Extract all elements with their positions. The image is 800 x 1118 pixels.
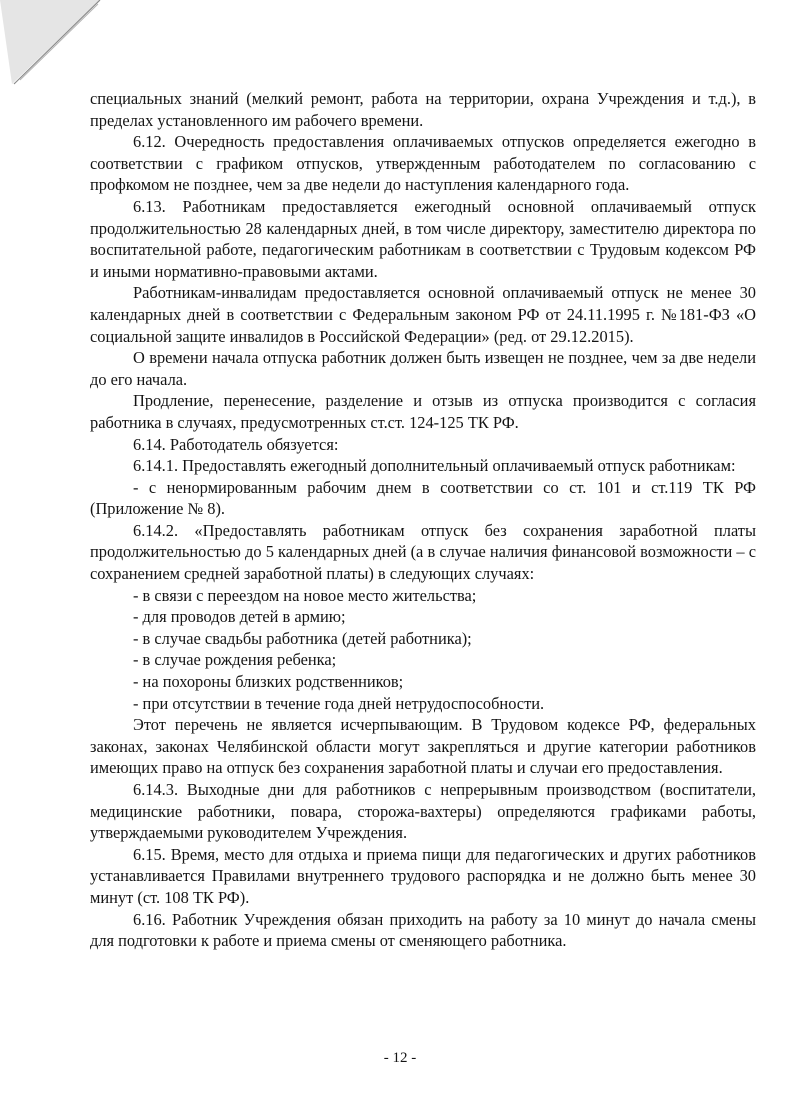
- paragraph-continuation: специальных знаний (мелкий ремонт, работа на территории, охрана Учреждения и т.д.), в пределах установленного им рабочего времени.: [90, 89, 756, 130]
- paragraph-6-14-2: 6.14.2. «Предоставлять работникам отпуск без сохранения заработной платы продолжительностью до 5 календарных дней (а в случае наличия финансовой возможности – с сохранением средней заработной платы) в следующих случаях:: [90, 520, 756, 584]
- paragraph-6-14-3: 6.14.3. Выходные дни для работников с непрерывным производством (воспитатели, медицинские работники, повара, сторожа-вахтеры) определяются графиками работы, утверждаемыми руководителем Учреждения.: [90, 780, 756, 843]
- document-body: [90, 88, 756, 952]
- paragraph-list-not-exhaustive: Этот перечень не является исчерпывающим. В Трудовом кодексе РФ, федеральных законах, законах Челябинской области могут закрепляться и другие категории работников имеющих право на отпуск без сохранения заработной платы и случаи его предоставления.: [90, 715, 756, 778]
- paragraph-disabled-workers: Работникам-инвалидам предоставляется основной оплачиваемый отпуск не менее 30 календарных дней в соответствии с Федеральным законом РФ от 24.11.1995 г. №181-ФЗ «О социальной защите инвалидов в Российской Федерации» (ред. от 29.12.2015).: [90, 283, 756, 346]
- list-item: - в случае рождения ребенка;: [133, 650, 337, 670]
- paragraph-6-16: 6.16. Работник Учреждения обязан приходить на работу за 10 минут до начала смены для подготовки к работе и приема смены от сменяющего работника.: [90, 909, 756, 951]
- list-item: - при отсутствии в течение года дней нетрудоспособности.: [133, 693, 545, 713]
- paragraph-6-14: 6.14. Работодатель обязуется:: [133, 434, 339, 454]
- list-item: - в случае свадьбы работника (детей работника);: [133, 628, 472, 648]
- paragraph-vacation-extension: Продление, перенесение, разделение и отзыв из отпуска производится с согласия работника в случаях, предусмотренных ст.ст. 124-125 ТК РФ.: [90, 391, 756, 432]
- paragraph-6-12: 6.12. Очередность предоставления оплачиваемых отпусков определяется ежегодно в соответствии с графиком отпусков, утвержденным работодателем по согласованию с профкомом не позднее, чем за две недели до наступления календарного года.: [90, 132, 756, 195]
- paragraph-6-13: 6.13. Работникам предоставляется ежегодный основной оплачиваемый отпуск продолжительностью 28 календарных дней, в том числе директору, заместителю директора по воспитательной работе, педагогическим работникам в соответствии с Трудовым кодексом РФ и иными нормативно-правовыми актами.: [90, 196, 756, 281]
- list-item: - на похороны близких родственников;: [133, 672, 404, 692]
- list-item: - в связи с переездом на новое место жительства;: [133, 585, 477, 605]
- paragraph-6-15: 6.15. Время, место для отдыха и приема пищи для педагогических и других работников устанавливается Правилами внутреннего трудового распорядка и не должно быть менее 30 минут (ст. 108 ТК РФ).: [90, 844, 756, 907]
- page-number: - 12 -: [383, 1050, 417, 1066]
- list-item: - для проводов детей в армию;: [133, 607, 346, 627]
- paragraph-6-14-1-item: - с ненормированным рабочим днем в соответствии со ст. 101 и ст.119 ТК РФ (Приложение № 8).: [90, 477, 756, 519]
- paragraph-6-14-1: 6.14.1. Предоставлять ежегодный дополнительный оплачиваемый отпуск работникам:: [133, 456, 736, 476]
- paragraph-vacation-notice: О времени начала отпуска работник должен быть извещен не позднее, чем за две недели до его начала.: [90, 348, 756, 389]
